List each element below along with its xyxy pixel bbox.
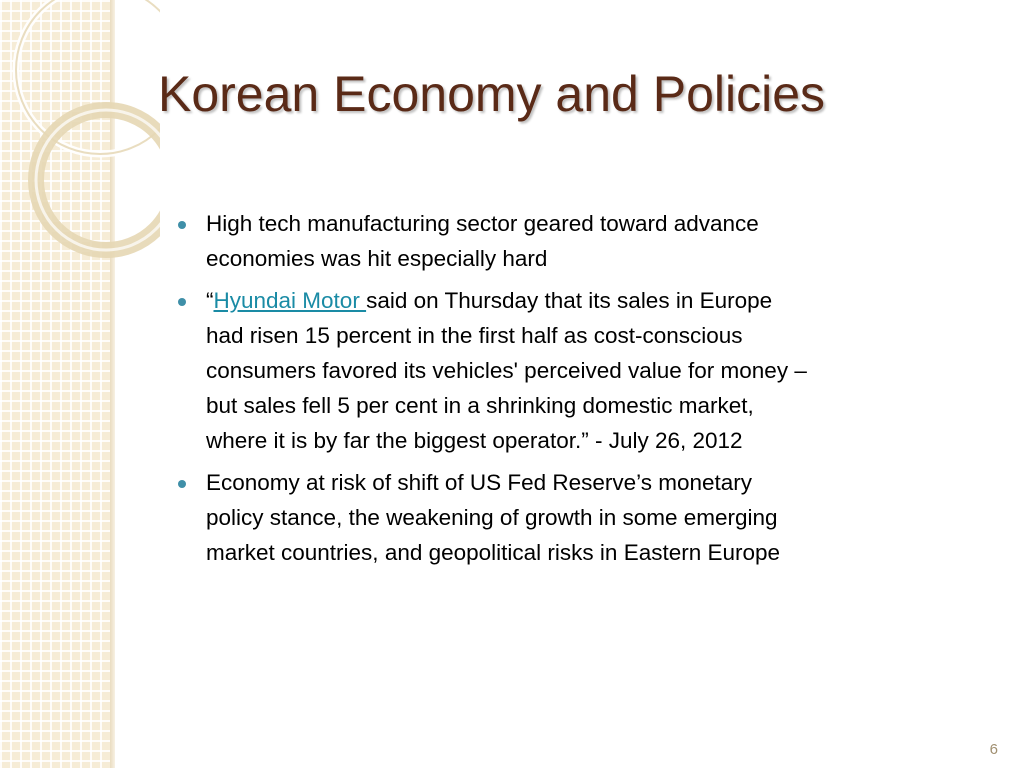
slide-title: Korean Economy and Policies: [158, 66, 826, 122]
bullet-line: High tech manufacturing sector geared toward advance: [206, 211, 759, 236]
bullet-item: [176, 465, 976, 570]
bullet-list: [176, 206, 976, 577]
bullet-dot-icon: [178, 298, 186, 306]
bullet-line: but sales fell 5 per cent in a shrinking domestic market,: [206, 393, 754, 418]
bullet-line: had risen 15 percent in the first half as cost-conscious: [206, 323, 743, 348]
bullet-dot-icon: [178, 221, 186, 229]
bullet-line: Economy at risk of shift of US Fed Reserve’s monetary: [206, 470, 753, 495]
bullet-line: economies was hit especially hard: [206, 246, 548, 271]
bullet-line: market countries, and geopolitical risks in Eastern Europe: [206, 540, 781, 565]
bullet-line: policy stance, the weakening of growth in some emerging: [206, 505, 778, 530]
bullet-text: said on Thursday that its sales in Europe: [366, 288, 773, 313]
decorative-rings-icon: [0, 0, 160, 300]
bullet-item: [176, 283, 976, 458]
bullet-line: [206, 283, 976, 318]
bullet-line: consumers favored its vehicles' perceived value for money –: [206, 358, 807, 383]
hyundai-motor-link[interactable]: Hyundai Motor: [213, 288, 367, 313]
bullet-item: [176, 206, 976, 276]
open-quote: “: [206, 288, 214, 313]
bullet-line: where it is by far the biggest operator.” - July 26, 2012: [206, 428, 743, 453]
bullet-dot-icon: [178, 480, 186, 488]
page-number: 6: [989, 741, 998, 758]
